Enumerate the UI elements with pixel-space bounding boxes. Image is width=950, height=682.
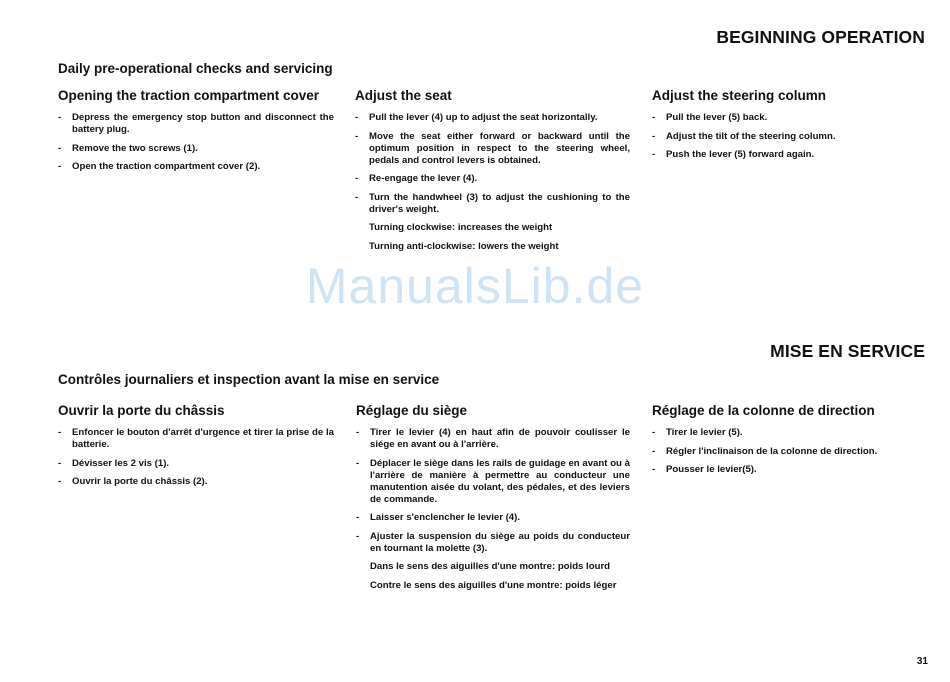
section-title-en: Daily pre-operational checks and servicing <box>58 61 333 76</box>
step-list <box>355 112 630 216</box>
column-heading: Ouvrir la porte du châssis <box>58 403 225 418</box>
list-item: - Ajuster la suspension du siège au poids du conducteur en tournant la molette (3). <box>356 531 630 555</box>
step-list <box>58 112 334 173</box>
list-item: - Tirer le levier (5). <box>652 427 928 439</box>
step-list <box>652 427 928 476</box>
column-adjust-seat <box>355 88 630 259</box>
list-item: - Re-engage the lever (4). <box>355 173 630 185</box>
column-heading: Adjust the seat <box>355 88 452 103</box>
step-list <box>356 427 630 555</box>
list-item: - Dévisser les 2 vis (1). <box>58 458 334 470</box>
list-item: - Laisser s'enclencher le levier (4). <box>356 512 630 524</box>
list-item: - Move the seat either forward or backward until the optimum position in respect to the steering wheel, pedals and control levers is obtained. <box>355 131 630 167</box>
section-title-fr: Contrôles journaliers et inspection avant la mise en service <box>58 372 440 387</box>
column-heading: Adjust the steering column <box>652 88 827 103</box>
note-text: Contre le sens des aiguilles d'une montre: poids léger <box>370 579 617 591</box>
list-item: - Pousser le levier(5). <box>652 464 928 476</box>
column-steering-column <box>652 88 928 168</box>
list-item: - Depress the emergency stop button and disconnect the battery plug. <box>58 112 334 136</box>
list-item: - Déplacer le siège dans les rails de guidage en avant ou à l'arrière de manière à permettre au conducteur une manutention aisée du volant, des pédales, et des leviers de commande. <box>356 458 630 506</box>
step-list <box>58 427 334 488</box>
column-heading: Opening the traction compartment cover <box>58 88 320 103</box>
list-item: - Enfoncer le bouton d'arrêt d'urgence et tirer la prise de la batterie. <box>58 427 334 451</box>
list-item: - Régler l'inclinaison de la colonne de direction. <box>652 446 928 458</box>
note-text: Turning clockwise: increases the weight <box>369 222 553 233</box>
column-porte-chassis <box>58 403 334 495</box>
column-colonne-direction <box>652 403 928 483</box>
page-title-en: BEGINNING OPERATION <box>716 27 925 47</box>
step-list <box>652 112 928 161</box>
list-item: - Pull the lever (4) up to adjust the seat horizontally. <box>355 112 630 124</box>
column-heading: Réglage du siège <box>356 403 468 418</box>
list-item: - Open the traction compartment cover (2). <box>58 161 334 173</box>
note-text: Turning anti-clockwise: lowers the weight <box>369 240 559 252</box>
list-item: - Tirer le levier (4) en haut afin de pouvoir coulisser le siége en avant ou à l'arrière. <box>356 427 630 451</box>
column-heading: Réglage de la colonne de direction <box>652 403 875 418</box>
list-item: - Adjust the tilt of the steering column. <box>652 131 928 143</box>
page-number: 31 <box>916 656 928 667</box>
list-item: - Turn the handwheel (3) to adjust the cushioning to the driver's weight. <box>355 192 630 216</box>
column-traction-cover <box>58 88 334 180</box>
note-text: Dans le sens des aiguilles d'une montre: poids lourd <box>370 561 611 572</box>
list-item: - Push the lever (5) forward again. <box>652 149 928 161</box>
watermark: ManualsLib.de <box>305 258 645 314</box>
list-item: - Remove the two screws (1). <box>58 143 334 155</box>
column-reglage-siege <box>356 403 630 598</box>
page-title-fr: MISE EN SERVICE <box>770 341 925 361</box>
list-item: - Pull the lever (5) back. <box>652 112 928 124</box>
list-item: - Ouvrir la porte du châssis (2). <box>58 476 334 488</box>
